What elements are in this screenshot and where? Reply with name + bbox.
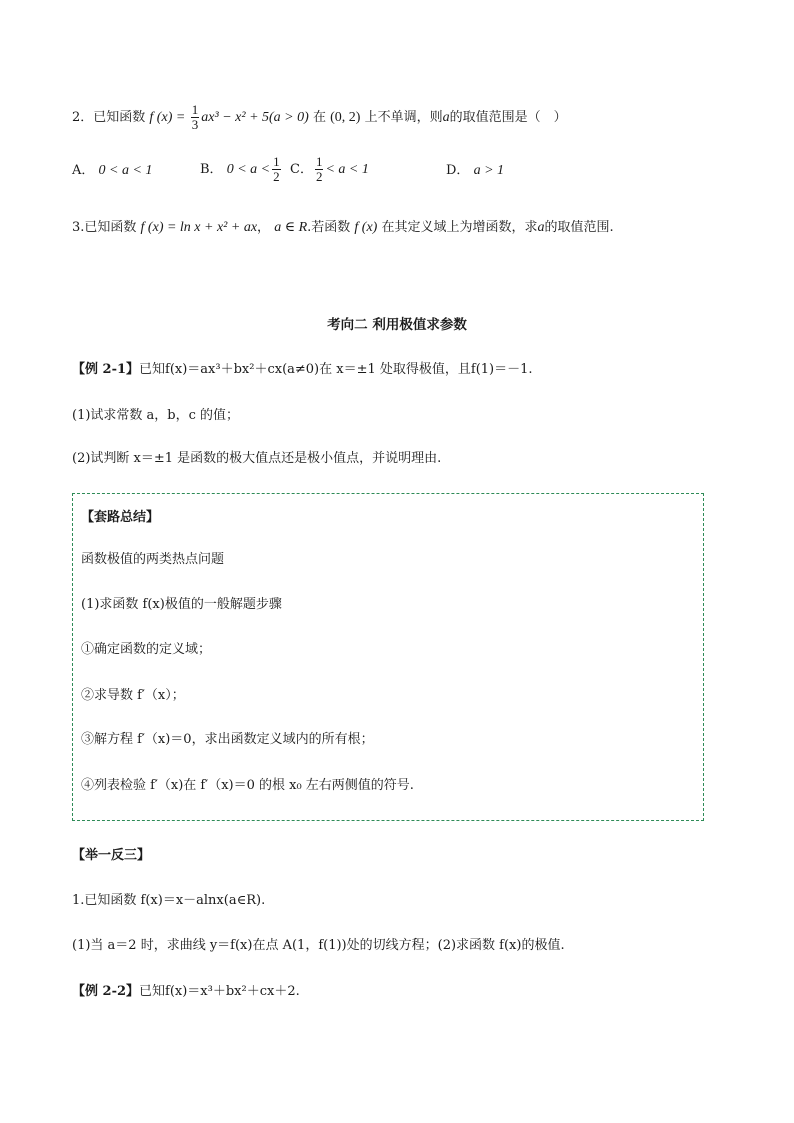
- summary-step-3: ③解方程 f′（x)＝0，求出函数定义域内的所有根；: [81, 732, 374, 747]
- q2-interval: (0, 2): [330, 110, 361, 125]
- summary-step-1: ①确定函数的定义域；: [81, 642, 212, 657]
- section-title: 考向二 利用极值求参数: [327, 317, 467, 333]
- practice-question-1-parts: (1)当 a＝2 时，求曲线 y＝f(x)在点 A(1，f(1))处的切线方程；(2)求函数 f(x)的极值.: [72, 938, 565, 953]
- example-2-2-text: 已知f(x)＝x³＋bx²＋cx＋2.: [139, 984, 300, 999]
- q2-func: f (x) =: [149, 110, 189, 125]
- question-2: [72, 103, 567, 132]
- q2-suffix: 上不单调，则: [364, 110, 443, 125]
- q3-func: f (x) = ln x + x² + ax: [140, 220, 258, 235]
- q3-cond: a ∈ R: [274, 220, 308, 235]
- option-d: D． a > 1: [446, 163, 505, 178]
- practice-question-1: 1.已知函数 f(x)＝x－alnx(a∈R).: [72, 893, 266, 908]
- q2-mid: 在: [312, 110, 326, 125]
- summary-line-1: 函数极值的两类热点问题: [81, 552, 225, 567]
- example-2-2-label: 【例 2-2】: [72, 984, 140, 999]
- option-b: B． 0 < a < $\frac{1}{2}$: [200, 154, 280, 184]
- example-2-1-part-2: (2)试判断 x＝±1 是函数的极大值点还是极小值点，并说明理由.: [72, 451, 442, 466]
- example-2-1-part-1: (1)试求常数 a，b，c 的值；: [72, 408, 240, 423]
- summary-line-2: (1)求函数 f(x)极值的一般解题步骤: [81, 597, 282, 612]
- option-a: A． 0 < a < 1: [72, 163, 153, 178]
- q2-expression: ax³ − x² + 5(a > 0): [201, 110, 309, 125]
- example-text: 已知f(x)＝ax³＋bx²＋cx(a≠0)在 x＝±1 处取得极值，且f(1)＝－1.: [139, 362, 533, 377]
- q2-var: a: [442, 110, 450, 125]
- summary-heading: 【套路总结】: [81, 510, 160, 525]
- summary-step-4: ④列表检验 f′（x)在 f′（x)＝0 的根 x₀ 左右两侧值的符号.: [81, 778, 414, 793]
- q2-fraction: $\frac{1}{3}$: [191, 102, 199, 132]
- example-2-2: [72, 982, 300, 1002]
- example-2-1: [72, 360, 533, 380]
- example-label: 【例 2-1】: [72, 362, 140, 377]
- summary-box: [72, 493, 704, 821]
- q2-suffix2: 的取值范围是（ ）: [449, 110, 567, 125]
- q2-prefix: 2．已知函数: [72, 110, 146, 125]
- option-c: C． $\frac{1}{2}$ < a < 1: [290, 154, 369, 184]
- summary-step-2: ②求导数 f′（x）；: [81, 688, 185, 703]
- practice-heading: 【举一反三】: [72, 848, 151, 863]
- question-3: 3.已知函数 f (x) = ln x + x² + ax， a ∈ R.若函数 f (x) 在其定义域上为增函数，求a的取值范围.: [72, 220, 614, 235]
